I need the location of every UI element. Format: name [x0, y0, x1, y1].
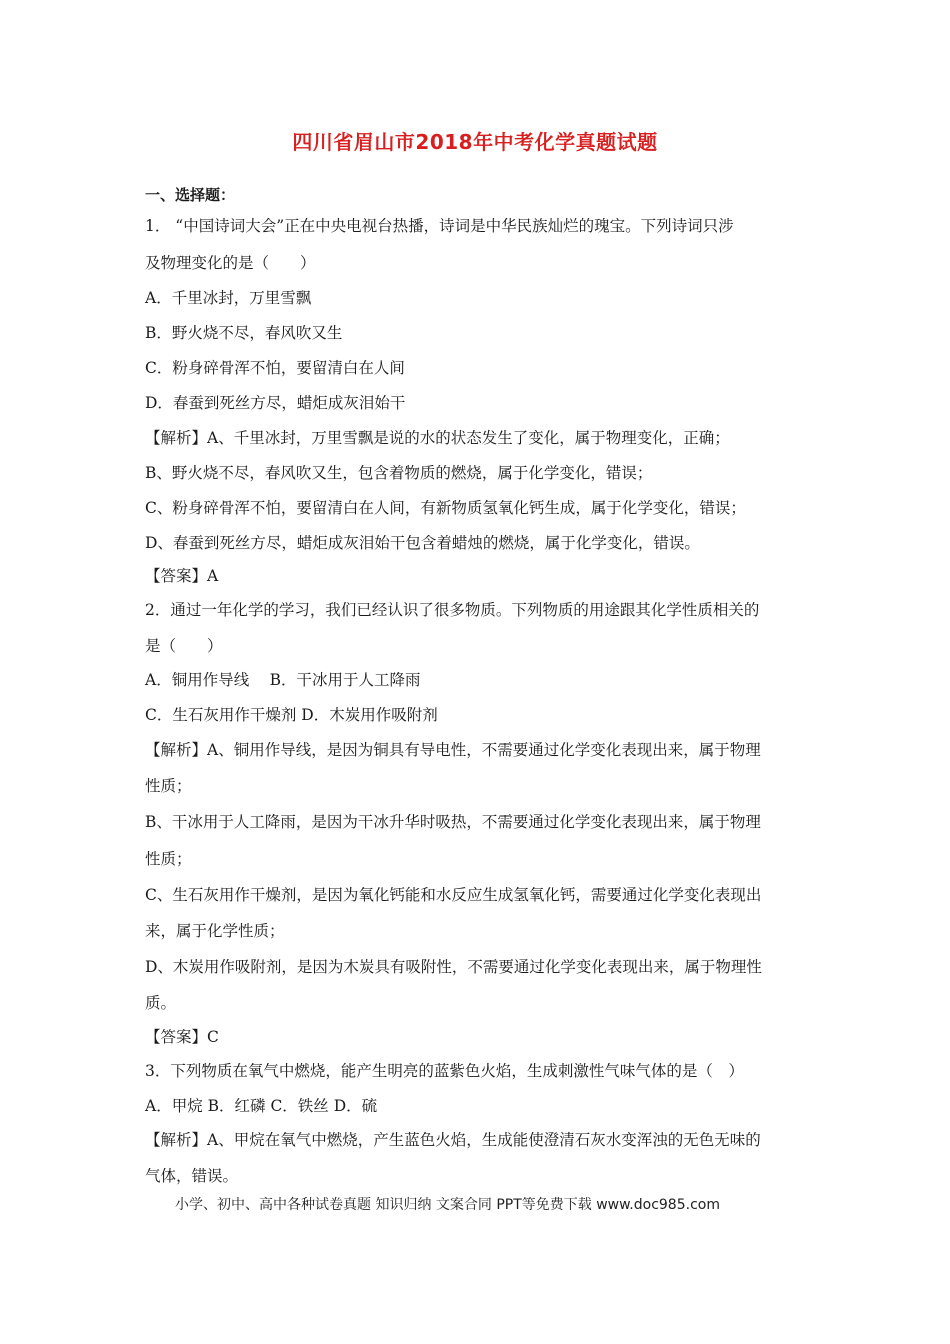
text-line: 1． “中国诗词大会”正在中央电视台热播，诗词是中华民族灿烂的瑰宝。下列诗词只涉 [145, 217, 734, 235]
document-title: 四川省眉山市2018年中考化学真题试题 [292, 130, 658, 154]
text-line: D．春蚕到死丝方尽，蜡炬成灰泪始干 [145, 394, 406, 412]
text-line: 3．下列物质在氧气中燃烧，能产生明亮的蓝紫色火焰，生成刺激性气味气体的是（ ） [145, 1062, 744, 1080]
text-line: 气体，错误。 [145, 1167, 239, 1185]
text-line: B、干冰用于人工降雨，是因为干冰升华时吸热，不需要通过化学变化表现出来，属于物理 [145, 813, 761, 831]
text-line: C、粉身碎骨浑不怕，要留清白在人间，有新物质氢氧化钙生成，属于化学变化，错误； [145, 499, 746, 517]
text-line: 是（ ） [145, 637, 223, 655]
text-line: A．铜用作导线 B．干冰用于人工降雨 [145, 671, 421, 689]
text-line: B、野火烧不尽，春风吹又生，包含着物质的燃烧，属于化学变化，错误； [145, 464, 653, 482]
text-line: A．千里冰封，万里雪飘 [145, 289, 312, 307]
text-line: D、春蚕到死丝方尽，蜡炬成灰泪始干包含着蜡烛的燃烧，属于化学变化，错误。 [145, 534, 700, 552]
text-line: A．甲烷 B．红磷 C．铁丝 D．硫 [145, 1097, 378, 1115]
text-line: 【解析】A、千里冰封，万里雪飘是说的水的状态发生了变化，属于物理变化，正确； [145, 429, 730, 447]
text-line: 及物理变化的是（ ） [145, 254, 316, 272]
text-line: 【解析】A、铜用作导线，是因为铜具有导电性，不需要通过化学变化表现出来，属于物理 [145, 741, 761, 759]
text-line: 来，属于化学性质； [145, 922, 285, 940]
text-line: B．野火烧不尽，春风吹又生 [145, 324, 343, 342]
text-line: D、木炭用作吸附剂，是因为木炭具有吸附性，不需要通过化学变化表现出来，属于物理性 [145, 958, 762, 976]
section-heading: 一、选择题： [145, 186, 236, 204]
text-line: 性质； [145, 777, 192, 795]
text-line: 性质； [145, 850, 192, 868]
text-line: 【解析】A、甲烷在氧气中燃烧，产生蓝色火焰，生成能使澄清石灰水变浑浊的无色无味的 [145, 1131, 761, 1149]
text-line: C．粉身碎骨浑不怕，要留清白在人间 [145, 359, 405, 377]
text-line: 2．通过一年化学的学习，我们已经认识了很多物质。下列物质的用途跟其化学性质相关的 [145, 601, 760, 619]
text-line: 【答案】C [145, 1028, 219, 1046]
text-line: 质。 [145, 994, 177, 1012]
text-line: C、生石灰用作干燥剂，是因为氧化钙能和水反应生成氢氧化钙，需要通过化学变化表现出 [145, 886, 762, 904]
page-footer: 小学、初中、高中各种试卷真题 知识归纳 文案合同 PPT等免费下载 www.doc985.com [175, 1197, 720, 1213]
text-line: C．生石灰用作干燥剂 D．木炭用作吸附剂 [145, 706, 438, 724]
text-line: 【答案】A [145, 567, 219, 585]
